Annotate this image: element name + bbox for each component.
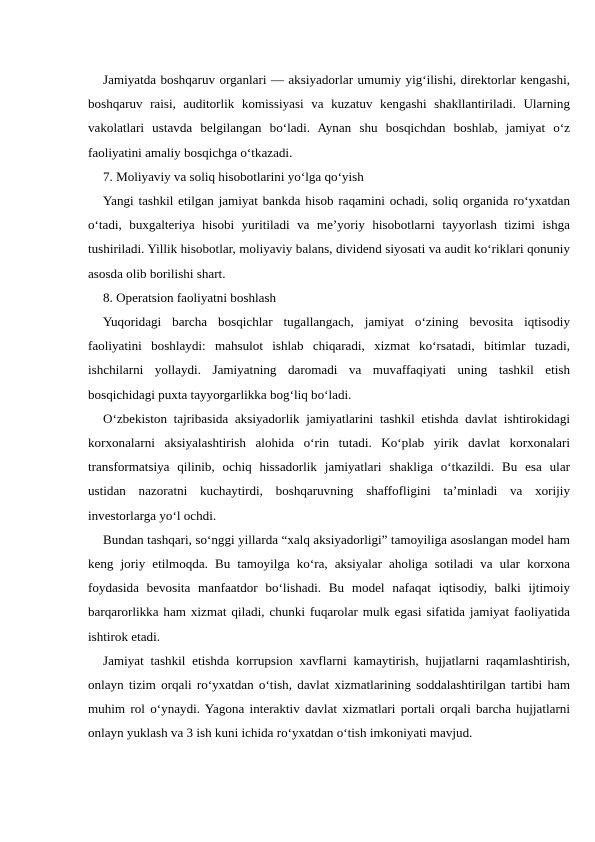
paragraph-financial-reporting: Yangi tashkil etilgan jamiyat bankda hisob raqamini ochadi, soliq organida ro‘yxatdan o‘tadi, buxgalteriya hisobi yuritiladi va me’yoriy hisobotlarni tayyorlash tizimi ishga tushiriladi. Yillik hisobotlar, moliyaviy balans, dividend siyosati va audit ko‘riklari qonuniy asosda olib borilishi shart. <box>88 193 570 281</box>
paragraph-governance-bodies: Jamiyatda boshqaruv organlari — aksiyadorlar umumiy yig‘ilishi, direktorlar kengashi, boshqaruv raisi, auditorlik komissiyasi va kuzatuv kengashi shakllantiriladi. Ularning vakolatlari ustavda belgilangan bo‘ladi. Aynan shu bosqichdan boshlab, jamiyat o‘z faoliyatini amaliy bosqichga o‘tkazadi. <box>88 72 570 160</box>
section-heading-7: 7. Moliyaviy va soliq hisobotlarini yo‘lga qo‘yish <box>103 168 364 184</box>
document-page <box>88 68 570 746</box>
paragraph-uzbekistan-experience: O‘zbekiston tajribasida aksiyadorlik jamiyatlarini tashkil etishda davlat ishtirokidagi korxonalarni aksiyalashtirish alohida o‘rin tutadi. Ko‘plab yirik davlat korxonalari transformatsiya qilinib, ochiq hissadorlik jamiyatlari shakliga o‘tkazildi. Bu esa ular ustidan nazoratni kuchaytirdi, boshqaruvning shaffofligini ta’minladi va xorijiy investorlarga yo‘l ochdi. <box>88 410 570 523</box>
paragraph-anti-corruption: Jamiyat tashkil etishda korrupsion xavflarni kamaytirish, hujjatlarni raqamlashtirish, onlayn tizim orqali ro‘yxatdan o‘tish, davlat xizmatlarining soddalashtirilgan tartibi ham muhim rol o‘ynaydi. Yagona interaktiv davlat xizmatlari portali orqali barcha hujjatlarni onlayn yuklash va 3 ish kuni ichida ro‘yxatdan o‘tish imkoniyati mavjud. <box>88 652 570 741</box>
paragraph-peoples-shareholding: Bundan tashqari, so‘nggi yillarda “xalq aksiyadorligi” tamoyiliga asoslangan model ham keng joriy etilmoqda. Bu tamoyilga ko‘ra, aksiyalar aholiga sotiladi va ular korxona foydasida bevosita manfaatdor bo‘lishadi. Bu model nafaqat iqtisodiy, balki ijtimoiy barqarorlikka ham xizmat qiladi, chunki fuqarolar mulk egasi sifatida jamiyat faoliyatida ishtirok etadi. <box>88 531 570 644</box>
section-heading-8: 8. Operatsion faoliyatni boshlash <box>103 289 277 305</box>
paragraph-operational-start: Yuqoridagi barcha bosqichlar tugallangach, jamiyat o‘zining bevosita iqtisodiy faoliyatini boshlaydi: mahsulot ishlab chiqaradi, xizmat ko‘rsatadi, bitimlar tuzadi, ishchilarni yollaydi. Jamiyatning daromadi va muvaffaqiyati uning tashkil etish bosqichidagi puxta tayyorgarlikka bog‘liq bo‘ladi. <box>88 314 570 402</box>
